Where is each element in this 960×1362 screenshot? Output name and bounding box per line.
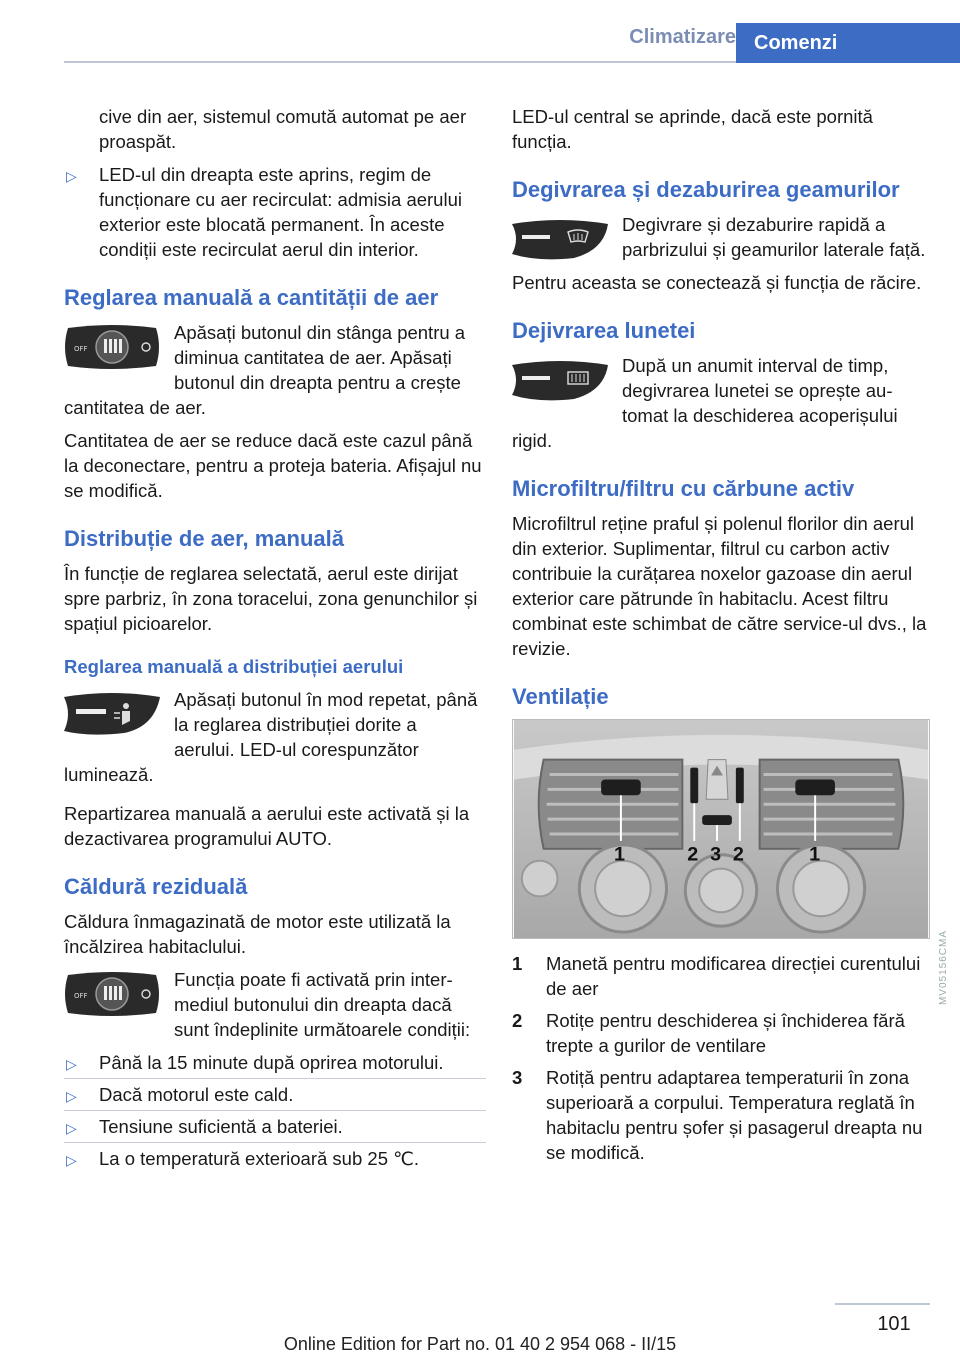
- rear-defrost-text: După un anumit interval de timp, degivrarea lunetei se oprește automat la deschiderea acoperișului rigid.: [512, 355, 898, 451]
- residual-text: Căldura înmagazinată de motor este utilizată la încălzirea habitaclului.: [64, 911, 451, 957]
- distribution-sub-heading: Reglarea manuală a distribuției aerului: [64, 656, 404, 677]
- svg-text:OFF: OFF: [74, 345, 88, 353]
- triangle-bullet-icon: ▷: [66, 1088, 77, 1104]
- list-item: 1 Manetă pentru modificarea direcției curentului de aer: [512, 953, 921, 999]
- list-item: 3 Rotiță pentru adaptarea temperaturii în zona superioară a corpului. Temperatura reglată în habitaclu pentru șofer și pasagerul dreapta nu se modifică.: [512, 1067, 923, 1163]
- photo-label: 3: [710, 843, 722, 866]
- manual-air-heading: Reglarea manuală a cantității de aer: [64, 285, 439, 310]
- filter-heading: Microfiltru/filtru cu cărbune activ: [512, 476, 855, 501]
- ventilation-list: [512, 951, 930, 1165]
- photo-label: 1: [809, 843, 821, 866]
- continued-text-right: LED-ul central se aprinde, dacă este pornită funcția.: [512, 106, 873, 152]
- svg-text:OFF: OFF: [74, 992, 88, 1000]
- filter-text: Microfiltrul reține praful și polenul florilor din aerul din exterior. Suplimentar, filtrul cu carbon activ contribuie la curățarea noxelor gazoase din aerul exterior care pătrunde în habitaclu. Acest filtru combinat este schimbat de către service-ul dvs., la revizie.: [512, 513, 927, 659]
- list-item: ▷ Până la 15 minute după oprirea motorului.: [64, 1050, 482, 1075]
- list-item: ▷ LED-ul din dreapta este aprins, regim de funcționare cu aer recirculat: admisia aerului exterior este blocată permanent. În aceste condiții este recirculat aerul din interior.: [66, 164, 462, 260]
- continued-bullets: [64, 162, 482, 262]
- distribution-heading: Distribuție de aer, manuală: [64, 526, 344, 551]
- section-tab[interactable]: Climatizare: [629, 26, 736, 48]
- residual-heading: Căldură reziduală: [64, 874, 248, 899]
- residual-text2: Funcția poate fi activată prin intermediul butonului din dreapta dacă sunt îndeplinite următoarele condiții:: [174, 969, 471, 1040]
- page-number: 101: [877, 1313, 911, 1335]
- triangle-bullet-icon: ▷: [66, 1152, 77, 1168]
- manual-air-text2: Cantitatea de aer se reduce dacă este cazul până la deconectare, pentru a proteja bateria. Afișajul nu se modifică.: [64, 430, 482, 501]
- continued-text: cive din aer, sistemul comută automat pe aer proaspăt.: [99, 106, 467, 152]
- defrost-text: Degivrare și dezaburire rapidă a parbrizului și geamurilor laterale față.: [622, 214, 926, 260]
- defrost-heading: Degivrarea și dezaburirea geamurilor: [512, 177, 900, 202]
- triangle-bullet-icon: ▷: [66, 168, 77, 184]
- list-item: ▷ Tensiune suficientă a bateriei.: [64, 1114, 482, 1139]
- list-item: 2 Rotițe pentru deschiderea și închiderea fără trepte a gurilor de ventilare: [512, 1010, 905, 1056]
- triangle-bullet-icon: ▷: [66, 1056, 77, 1072]
- windshield-defrost-button-icon: [512, 216, 608, 262]
- photo-label: 2: [687, 843, 699, 866]
- distribution-sub-text: Apăsați butonul în mod repetat, până la reglarea distribuției dorite a aerului. LED-ul corespunzător luminează.: [64, 689, 478, 785]
- rear-defrost-heading: Dejivrarea lunetei: [512, 318, 696, 343]
- manual-air-text: Apăsați butonul din stânga pentru a diminua cantitatea de aer. Apăsați butonul din dreapta pentru a crește cantitatea de aer.: [64, 322, 466, 418]
- edition-footer: Online Edition for Part no. 01 40 2 954 068 - II/15: [283, 1334, 677, 1354]
- triangle-bullet-icon: ▷: [66, 1120, 77, 1136]
- list-item: ▷ Dacă motorul este cald.: [64, 1082, 482, 1107]
- rear-window-defrost-button-icon: [512, 357, 608, 403]
- residual-bullets: [64, 1050, 482, 1171]
- footer-rule: [835, 1303, 930, 1305]
- photo-code: MV05156CMA: [938, 930, 949, 1006]
- chapter-tab[interactable]: Comenzi: [736, 23, 960, 63]
- photo-label: 1: [613, 843, 625, 866]
- left-column: [64, 104, 482, 1178]
- distribution-sub-text2: Repartizarea manuală a aerului este activată și la dezactivarea programului AUTO.: [64, 803, 470, 849]
- air-distribution-button-icon: [64, 691, 160, 737]
- fan-control-button-icon: [64, 324, 160, 370]
- right-column: [512, 104, 930, 1172]
- fan-control-button-icon: [64, 971, 160, 1017]
- ventilation-photo: [512, 719, 930, 939]
- ventilation-heading: Ventilație: [512, 684, 609, 709]
- photo-label: 2: [732, 843, 744, 866]
- list-item: ▷ La o temperatură exterioară sub 25 ℃.: [64, 1146, 482, 1171]
- distribution-text: În funcție de reglarea selectată, aerul este dirijat spre parbriz, în zona toracelui, zona genunchilor și spațiul picioarelor.: [64, 563, 478, 634]
- defrost-text2: Pentru aceasta se conectează și funcția de răcire.: [512, 272, 922, 293]
